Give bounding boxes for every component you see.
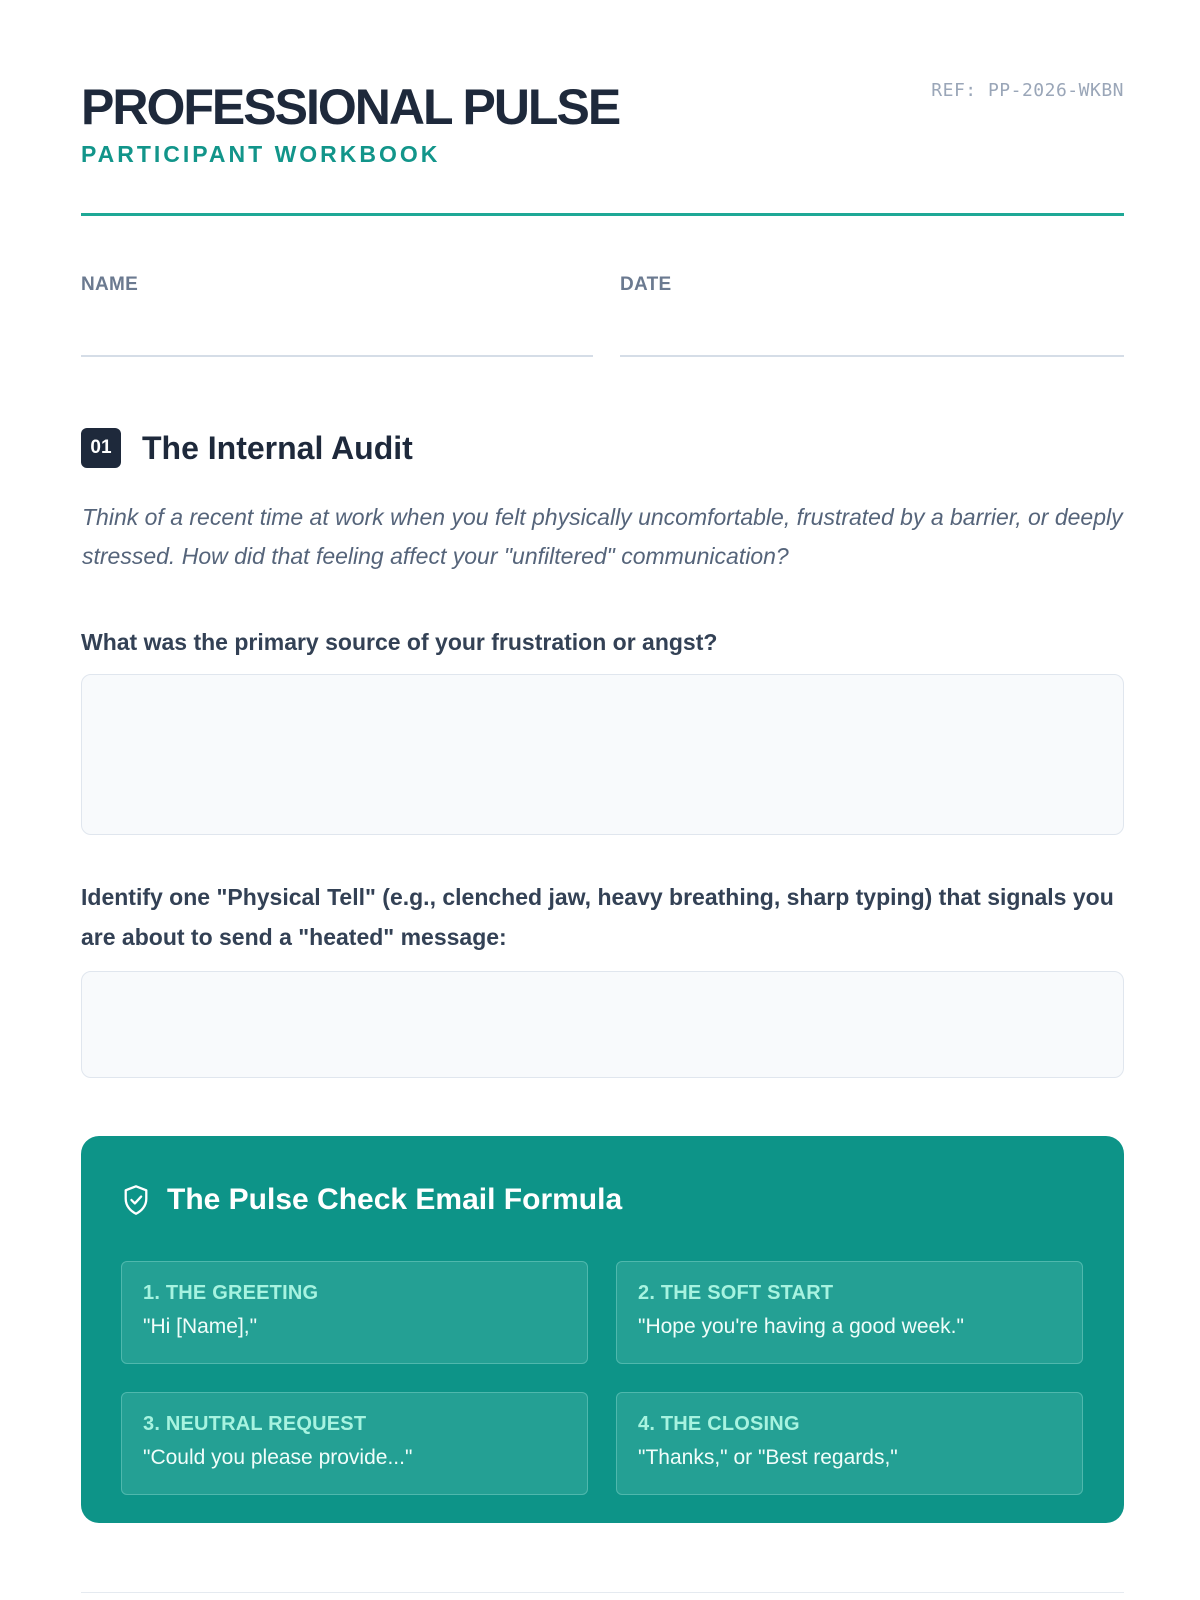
formula-step-card [616,1261,1083,1364]
header-divider [81,213,1124,216]
header [81,80,1124,168]
footer-divider [81,1592,1124,1593]
step-example: "Hope you're having a good week." [638,1315,964,1338]
step-title: 2. THE SOFT START [638,1282,834,1304]
section-header [81,428,413,468]
step-title: 3. NEUTRAL REQUEST [143,1413,367,1435]
name-field[interactable] [81,355,593,357]
page-subtitle: PARTICIPANT WORKBOOK [81,141,441,167]
question-1-label: What was the primary source of your frustration or angst? [81,629,718,655]
date-label: DATE [620,274,672,295]
question-2-answer-field[interactable] [81,971,1124,1078]
question-2-label: Identify one "Physical Tell" (e.g., clenched jaw, heavy breathing, sharp typing) that signals you are about to send a "heated" message: [81,884,1114,950]
step-example: "Thanks," or "Best regards," [638,1446,898,1469]
shield-check-icon [122,1184,150,1216]
question-1-answer-field[interactable] [81,674,1124,835]
date-field[interactable] [620,355,1124,357]
formula-step-card [121,1392,588,1495]
email-formula-panel [81,1136,1124,1523]
section-intro: Think of a recent time at work when you felt physically uncomfortable, frustrated by a barrier, or deeply stressed. How did that feeling affect your "unfiltered" communication? [82,504,1123,569]
formula-step-card [616,1392,1083,1495]
step-example: "Hi [Name]," [143,1315,258,1338]
formula-header [122,1183,622,1217]
formula-title: The Pulse Check Email Formula [167,1183,623,1216]
step-title: 4. THE CLOSING [638,1413,800,1435]
step-example: "Could you please provide..." [143,1446,413,1469]
page-title: PROFESSIONAL PULSE [81,79,620,135]
section-number-badge: 01 [81,428,121,468]
name-label: NAME [81,274,139,295]
formula-step-card [121,1261,588,1364]
section-title: The Internal Audit [142,429,413,466]
reference-code: REF: PP-2026-WKBN [931,80,1124,101]
step-title: 1. THE GREETING [143,1282,319,1304]
